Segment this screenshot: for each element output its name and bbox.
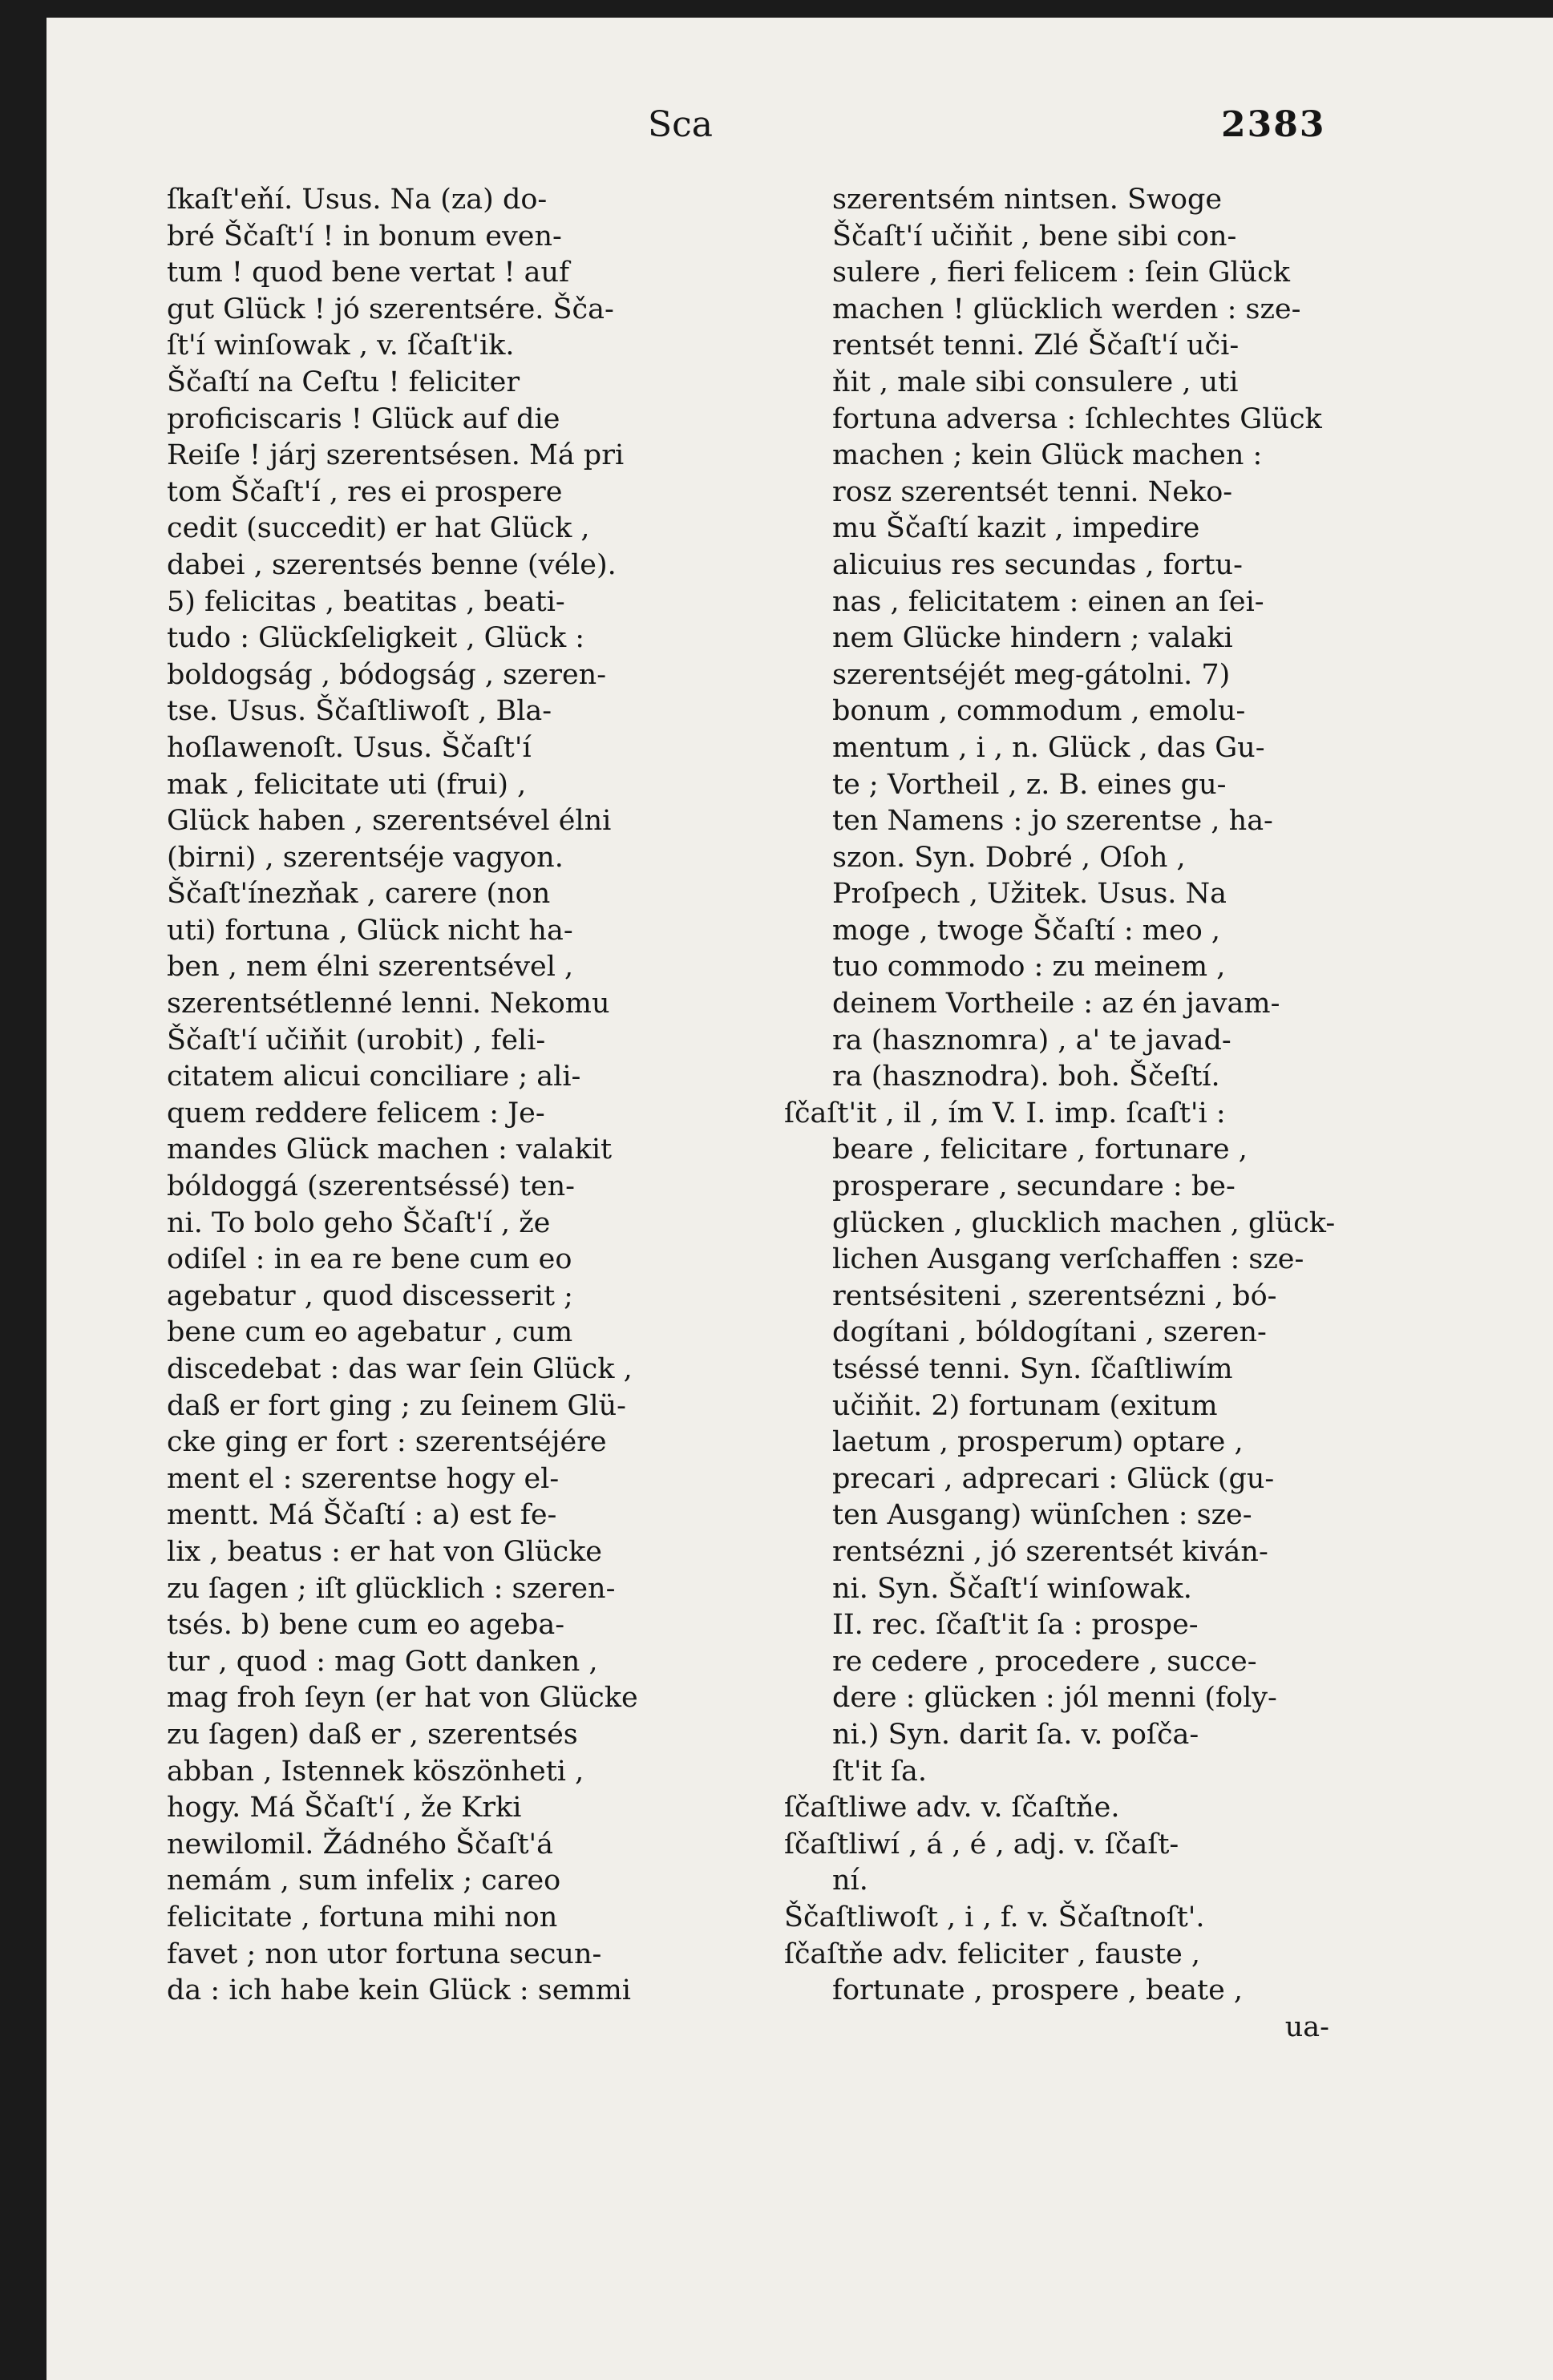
text-line: tséssé tenni. Syn. ſčaſtliwím xyxy=(832,1353,1233,1385)
text-line: discedebat : das war ſein Glück , xyxy=(167,1353,633,1385)
text-line: rentsésiteni , szerentsézni , bó- xyxy=(832,1279,1277,1312)
text-line: lix , beatus : er hat von Glücke xyxy=(167,1535,602,1568)
text-line: da : ich habe kein Glück : semmi xyxy=(167,1974,632,2007)
text-line: alicuius res secundas , fortu- xyxy=(832,548,1243,581)
text-line: citatem alicui conciliare ; ali- xyxy=(167,1061,581,1093)
text-line: dere : glücken : jól menni (foly- xyxy=(832,1682,1277,1715)
text-line: glücken , glucklich machen , glück- xyxy=(832,1206,1336,1239)
text-line: odiſel : in ea re bene cum eo xyxy=(167,1243,572,1276)
text-line: ni.) Syn. darit ſa. v. poſča- xyxy=(832,1718,1199,1751)
text-line: abban , Istennek köszönheti , xyxy=(167,1755,584,1788)
text-line: agebatur , quod discesserit ; xyxy=(167,1279,573,1312)
text-line: nem Glücke hindern ; valaki xyxy=(832,622,1233,655)
text-line: Ščaſtliwoſt , i , f. v. Ščaſtnoſt'. xyxy=(784,1901,1205,1933)
text-line: učiňit. 2) fortunam (exitum xyxy=(832,1389,1218,1422)
text-line: fortunate , prospere , beate , xyxy=(832,1974,1244,2007)
text-line: tse. Usus. Ščaſtliwoſt , Bla- xyxy=(167,695,552,728)
text-line: ni. To bolo geho Ščaſt'í , že xyxy=(167,1206,551,1239)
text-line: cke ging er fort : szerentséjére xyxy=(167,1426,607,1459)
text-line: ra (hasznomra) , a' te javad- xyxy=(832,1024,1231,1057)
text-line: II. rec. ſčaſt'it ſa : prospe- xyxy=(832,1609,1199,1642)
text-line: Ščaſt'ínezňak , carere (non xyxy=(167,878,551,911)
text-line: sulere , fieri felicem : ſein Glück xyxy=(832,257,1290,289)
text-line: newilomil. Žádného Ščaſt'á xyxy=(167,1828,554,1861)
text-line: bóldoggá (szerentséssé) ten- xyxy=(167,1170,576,1203)
text-line: deinem Vortheile : az én javam- xyxy=(832,988,1280,1020)
text-line: mu Ščaſtí kazit , impedire xyxy=(832,512,1200,545)
text-line: ňit , male sibi consulere , uti xyxy=(832,366,1239,398)
text-line: machen ! glücklich werden : sze- xyxy=(832,293,1301,325)
text-line: boldogság , bódogság , szeren- xyxy=(167,658,607,691)
text-line: ſčaſtliwe adv. v. ſčaſtňe. xyxy=(784,1792,1120,1824)
text-line: ſčaſt'it , il , ím V. I. imp. ſcaſt'i : xyxy=(784,1097,1226,1129)
text-line: lichen Ausgang verſchaffen : sze- xyxy=(832,1243,1304,1276)
text-line: ſkaſt'eňí. Usus. Na (za) do- xyxy=(167,184,548,216)
text-line: hogy. Má Ščaſt'í , že Krki xyxy=(167,1792,522,1824)
text-line: daß er fort ging ; zu ſeinem Glü- xyxy=(167,1389,626,1422)
text-line: nemám , sum infelix ; careo xyxy=(167,1865,561,1897)
text-line: mandes Glück machen : valakit xyxy=(167,1133,613,1166)
text-line: quem reddere felicem : Je- xyxy=(167,1097,545,1129)
text-line: ua- xyxy=(1284,2010,1329,2043)
right-column xyxy=(784,182,1361,2046)
page-header xyxy=(47,104,1553,160)
text-line: Glück haben , szerentsével élni xyxy=(167,805,612,838)
text-line: beare , felicitare , fortunare , xyxy=(832,1133,1248,1166)
text-line: mak , felicitate uti (frui) , xyxy=(167,768,527,801)
text-line: Ščaſt'í učiňit , bene sibi con- xyxy=(832,220,1237,253)
text-line: szerentsétlenné lenni. Nekomu xyxy=(167,988,610,1020)
text-line: tum ! quod bene vertat ! auf xyxy=(167,257,570,289)
text-line: ra (hasznodra). boh. Ščeſtí. xyxy=(832,1061,1220,1093)
text-line: rosz szerentsét tenni. Neko- xyxy=(832,475,1233,508)
text-line: ſčaſtňe adv. feliciter , fauste , xyxy=(784,1938,1201,1970)
text-line: precari , adprecari : Glück (gu- xyxy=(832,1462,1275,1495)
left-column xyxy=(167,182,776,2010)
text-line: bene cum eo agebatur , cum xyxy=(167,1316,573,1349)
text-line: tur , quod : mag Gott danken , xyxy=(167,1645,598,1678)
text-line: szon. Syn. Dobré , Oſoh , xyxy=(832,841,1186,874)
text-line: mentt. Má Ščaſtí : a) est fe- xyxy=(167,1499,557,1532)
text-line: hoſlawenoſt. Usus. Ščaſt'í xyxy=(167,731,532,764)
text-line: proficiscaris ! Glück auf die xyxy=(167,402,560,435)
text-line: tudo : Glückſeligkeit , Glück : xyxy=(167,622,585,655)
text-line: Ščaſtí na Ceſtu ! feliciter xyxy=(167,366,520,398)
text-line: tuo commodo : zu meinem , xyxy=(832,951,1226,984)
dictionary-page xyxy=(47,18,1553,2380)
text-line: prosperare , secundare : be- xyxy=(832,1170,1236,1203)
text-line: felicitate , fortuna mihi non xyxy=(167,1901,558,1933)
text-line: ſt'í winſowak , v. ſčaſt'ik. xyxy=(167,329,515,362)
text-line: ni. Syn. Ščaſt'í winſowak. xyxy=(832,1572,1192,1605)
text-line: bré Ščaſt'í ! in bonum even- xyxy=(167,220,562,253)
text-line: uti) fortuna , Glück nicht ha- xyxy=(167,914,573,947)
text-line: tsés. b) bene cum eo ageba- xyxy=(167,1609,565,1642)
text-line: moge , twoge Ščaſtí : meo , xyxy=(832,914,1221,947)
text-line: machen ; kein Glück machen : xyxy=(832,439,1263,472)
text-line: tom Ščaſt'í , res ei prospere xyxy=(167,475,563,508)
text-line: te ; Vortheil , z. B. eines gu- xyxy=(832,768,1227,801)
text-line: nas , felicitatem : einen an ſei- xyxy=(832,585,1264,618)
text-line: rentsét tenni. Zlé Ščaſt'í uči- xyxy=(832,329,1240,362)
text-line: (birni) , szerentséje vagyon. xyxy=(167,841,564,874)
text-line: re cedere , procedere , succe- xyxy=(832,1645,1257,1678)
text-line: 5) felicitas , beatitas , beati- xyxy=(167,585,565,618)
text-line: cedit (succedit) er hat Glück , xyxy=(167,512,590,545)
text-line: favet ; non utor fortuna secun- xyxy=(167,1938,602,1970)
text-line: zu ſagen) daß er , szerentsés xyxy=(167,1718,578,1751)
text-line: Ščaſt'í učiňit (urobit) , feli- xyxy=(167,1024,546,1057)
text-line: ſt'it ſa. xyxy=(832,1755,927,1788)
text-line: gut Glück ! jó szerentsére. Šča- xyxy=(167,293,614,325)
text-line: ment el : szerentse hogy el- xyxy=(167,1462,560,1495)
text-line: dabei , szerentsés benne (véle). xyxy=(167,548,617,581)
running-headword: Sca xyxy=(648,104,714,145)
text-line: laetum , prosperum) optare , xyxy=(832,1426,1244,1459)
text-line: szerentsém nintsen. Swoge xyxy=(832,184,1223,216)
text-line: Reiſe ! járj szerentsésen. Má pri xyxy=(167,439,625,472)
text-line: rentsézni , jó szerentsét kiván- xyxy=(832,1535,1268,1568)
text-line: ní. xyxy=(832,1865,868,1897)
text-line: szerentséjét meg-gátolni. 7) xyxy=(832,658,1231,691)
text-line: dogítani , bóldogítani , szeren- xyxy=(832,1316,1267,1349)
text-line: ſčaſtliwí , á , é , adj. v. ſčaſt- xyxy=(784,1828,1179,1861)
text-line: bonum , commodum , emolu- xyxy=(832,695,1246,728)
text-line: mentum , i , n. Glück , das Gu- xyxy=(832,731,1265,764)
text-line: Proſpech , Užitek. Usus. Na xyxy=(832,878,1227,911)
page-number: 2383 xyxy=(1221,104,1326,145)
text-line: fortuna adversa : ſchlechtes Glück xyxy=(832,402,1322,435)
text-line: zu ſagen ; iſt glücklich : szeren- xyxy=(167,1572,616,1605)
text-line: ten Namens : jo szerentse , ha- xyxy=(832,805,1273,838)
text-line: mag froh ſeyn (er hat von Glücke xyxy=(167,1682,638,1715)
text-line: ben , nem élni szerentsével , xyxy=(167,951,574,984)
text-line: ten Ausgang) wünſchen : sze- xyxy=(832,1499,1252,1532)
